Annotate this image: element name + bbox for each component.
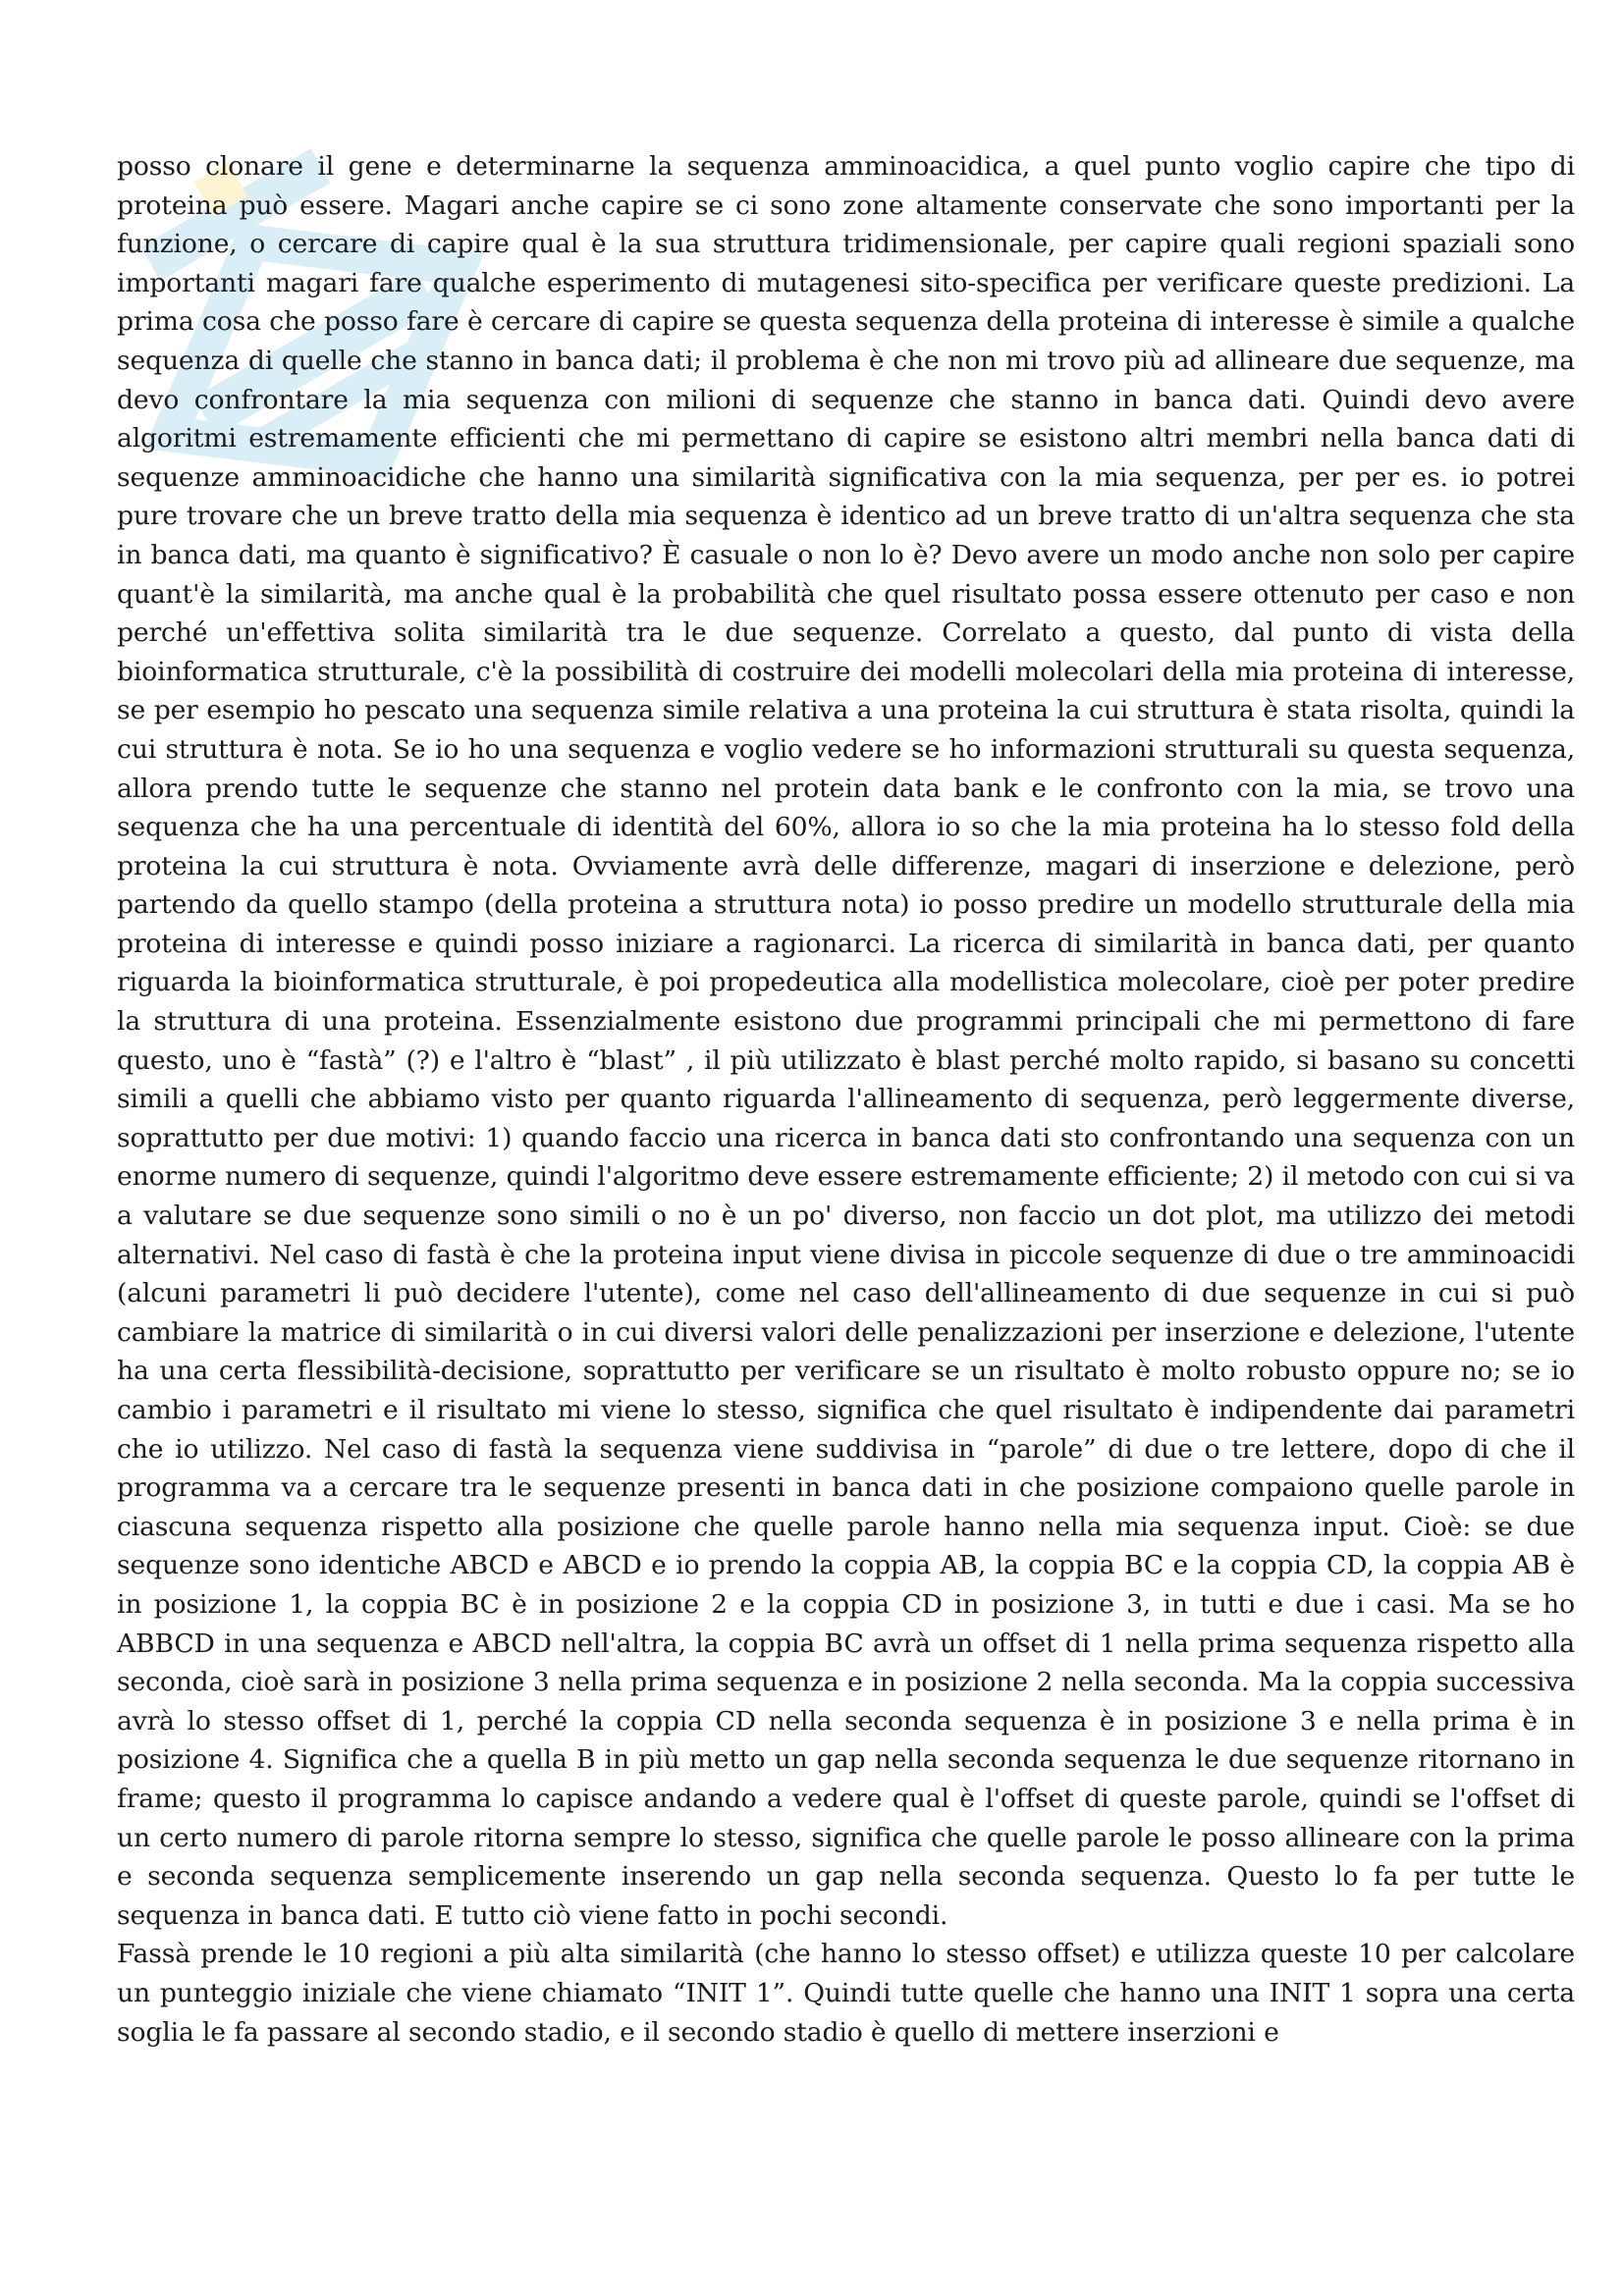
body-paragraph: Fassà prende le 10 regioni a più alta similarità (che hanno lo stesso offset) e utilizza queste 10 per calcolare un punteggio iniziale che viene chiamato “INIT 1”. Quindi tutte quelle che hanno una INIT 1 sopra una certa soglia le fa passare al secondo stadio, e il secondo stadio è quello di mettere inserzioni e <box>117 1939 1575 2048</box>
body-paragraph: posso clonare il gene e determinarne la sequenza amminoacidica, a quel punto voglio capire che tipo di proteina può essere. Magari anche capire se ci sono zone altamente conservate che sono importanti per la funzione, o cercare di capire qual è la sua struttura tridimensionale, per capire quali regioni spaziali sono importanti magari fare qualche esperimento di mutagenesi sito-specifica per verificare queste predizioni. La prima cosa che posso fare è cercare di capire se questa sequenza della proteina di interesse è simile a qualche sequenza di quelle che stanno in banca dati; il problema è che non mi trovo più ad allineare due sequenze, ma devo confrontare la mia sequenza con milioni di sequenze che stanno in banca dati. Quindi devo avere algoritmi estremamente efficienti che mi permettano di capire se esistono altri membri nella banca dati di sequenze amminoacidiche che hanno una similarità significativa con la mia sequenza, per per es. io potrei pure trovare che un breve tratto della mia sequenza è identico ad un breve tratto di un'altra sequenza che sta in banca dati, ma quanto è significativo? È casuale o non lo è? Devo avere un modo anche non solo per capire quant'è la similarità, ma anche qual è la probabilità che quel risultato possa essere ottenuto per caso e non perché un'effettiva solita similarità tra le due sequenze. Correlato a questo, dal punto di vista della bioinformatica strutturale, c'è la possibilità di costruire dei modelli molecolari della mia proteina di interesse, se per esempio ho pescato una sequenza simile relativa a una proteina la cui struttura è stata risolta, quindi la cui struttura è nota. Se io ho una sequenza e voglio vedere se ho informazioni strutturali su questa sequenza, allora prendo tutte le sequenze che stanno nel protein data bank e le confronto con la mia, se trovo una sequenza che ha una percentuale di identità del 60%, allora io so che la mia proteina ha lo stesso fold della proteina la cui struttura è nota. Ovviamente avrà delle differenze, magari di inserzione e delezione, però partendo da quello stampo (della proteina a struttura nota) io posso predire un modello strutturale della mia proteina di interesse e quindi posso iniziare a ragionarci. La ricerca di similarità in banca dati, per quanto riguarda la bioinformatica strutturale, è poi propedeutica alla modellistica molecolare, cioè per poter predire la struttura di una proteina. Essenzialmente esistono due programmi principali che mi permettono di fare questo, uno è “fastà” (?) e l'altro è “blast” , il più utilizzato è blast perché molto rapido, si basano su concetti simili a quelli che abbiamo visto per quanto riguarda l'allineamento di sequenza, però leggermente diverse, soprattutto per due motivi: 1) quando faccio una ricerca in banca dati sto confrontando una sequenza con un enorme numero di sequenze, quindi l'algoritmo deve essere estremamente efficiente; 2) il metodo con cui si va a valutare se due sequenze sono simili o no è un po' diverso, non faccio un dot plot, ma utilizzo dei metodi alternativi. Nel caso di fastà è che la proteina input viene divisa in piccole sequenze di due o tre amminoacidi (alcuni parametri li può decidere l'utente), come nel caso dell'allineamento di due sequenze in cui si può cambiare la matrice di similarità o in cui diversi valori delle penalizzazioni per inserzione e delezione, l'utente ha una certa flessibilità-decisione, soprattutto per verificare se un risultato è molto robusto oppure no; se io cambio i parametri e il risultato mi viene lo stesso, significa che quel risultato è indipendente dai parametri che io utilizzo. Nel caso di fastà la sequenza viene suddivisa in “parole” di due o tre lettere, dopo di che il programma va a cercare tra le sequenze presenti in banca dati in che posizione compaiono quelle parole in ciascuna sequenza rispetto alla posizione che quelle parole hanno nella mia sequenza input. Cioè: se due sequenze sono identiche ABCD e ABCD e io prendo la coppia AB, la coppia BC e la coppia CD, la coppia AB è in posizione 1, la coppia BC è in posizione 2 e la coppia CD in posizione 3, in tutti e due i casi. Ma se ho ABBCD in una sequenza e ABCD nell'altra, la coppia BC avrà un offset di 1 nella prima sequenza rispetto alla seconda, cioè sarà in posizione 3 nella prima sequenza e in posizione 2 nella seconda. Ma la coppia successiva avrà lo stesso offset di 1, perché la coppia CD nella seconda sequenza è in posizione 3 e nella prima è in posizione 4. Significa che a quella B in più metto un gap nella seconda sequenza le due sequenze ritornano in frame; questo il programma lo capisce andando a vedere qual è l'offset di queste parole, quindi se l'offset di un certo numero di parole ritorna sempre lo stesso, significa che quelle parole le posso allineare con la prima e seconda sequenza semplicemente inserendo un gap nella seconda sequenza. Questo lo fa per tutte le sequenza in banca dati. E tutto ciò viene fatto in pochi secondi. <box>117 151 1575 1931</box>
document-body <box>117 147 1575 2052</box>
